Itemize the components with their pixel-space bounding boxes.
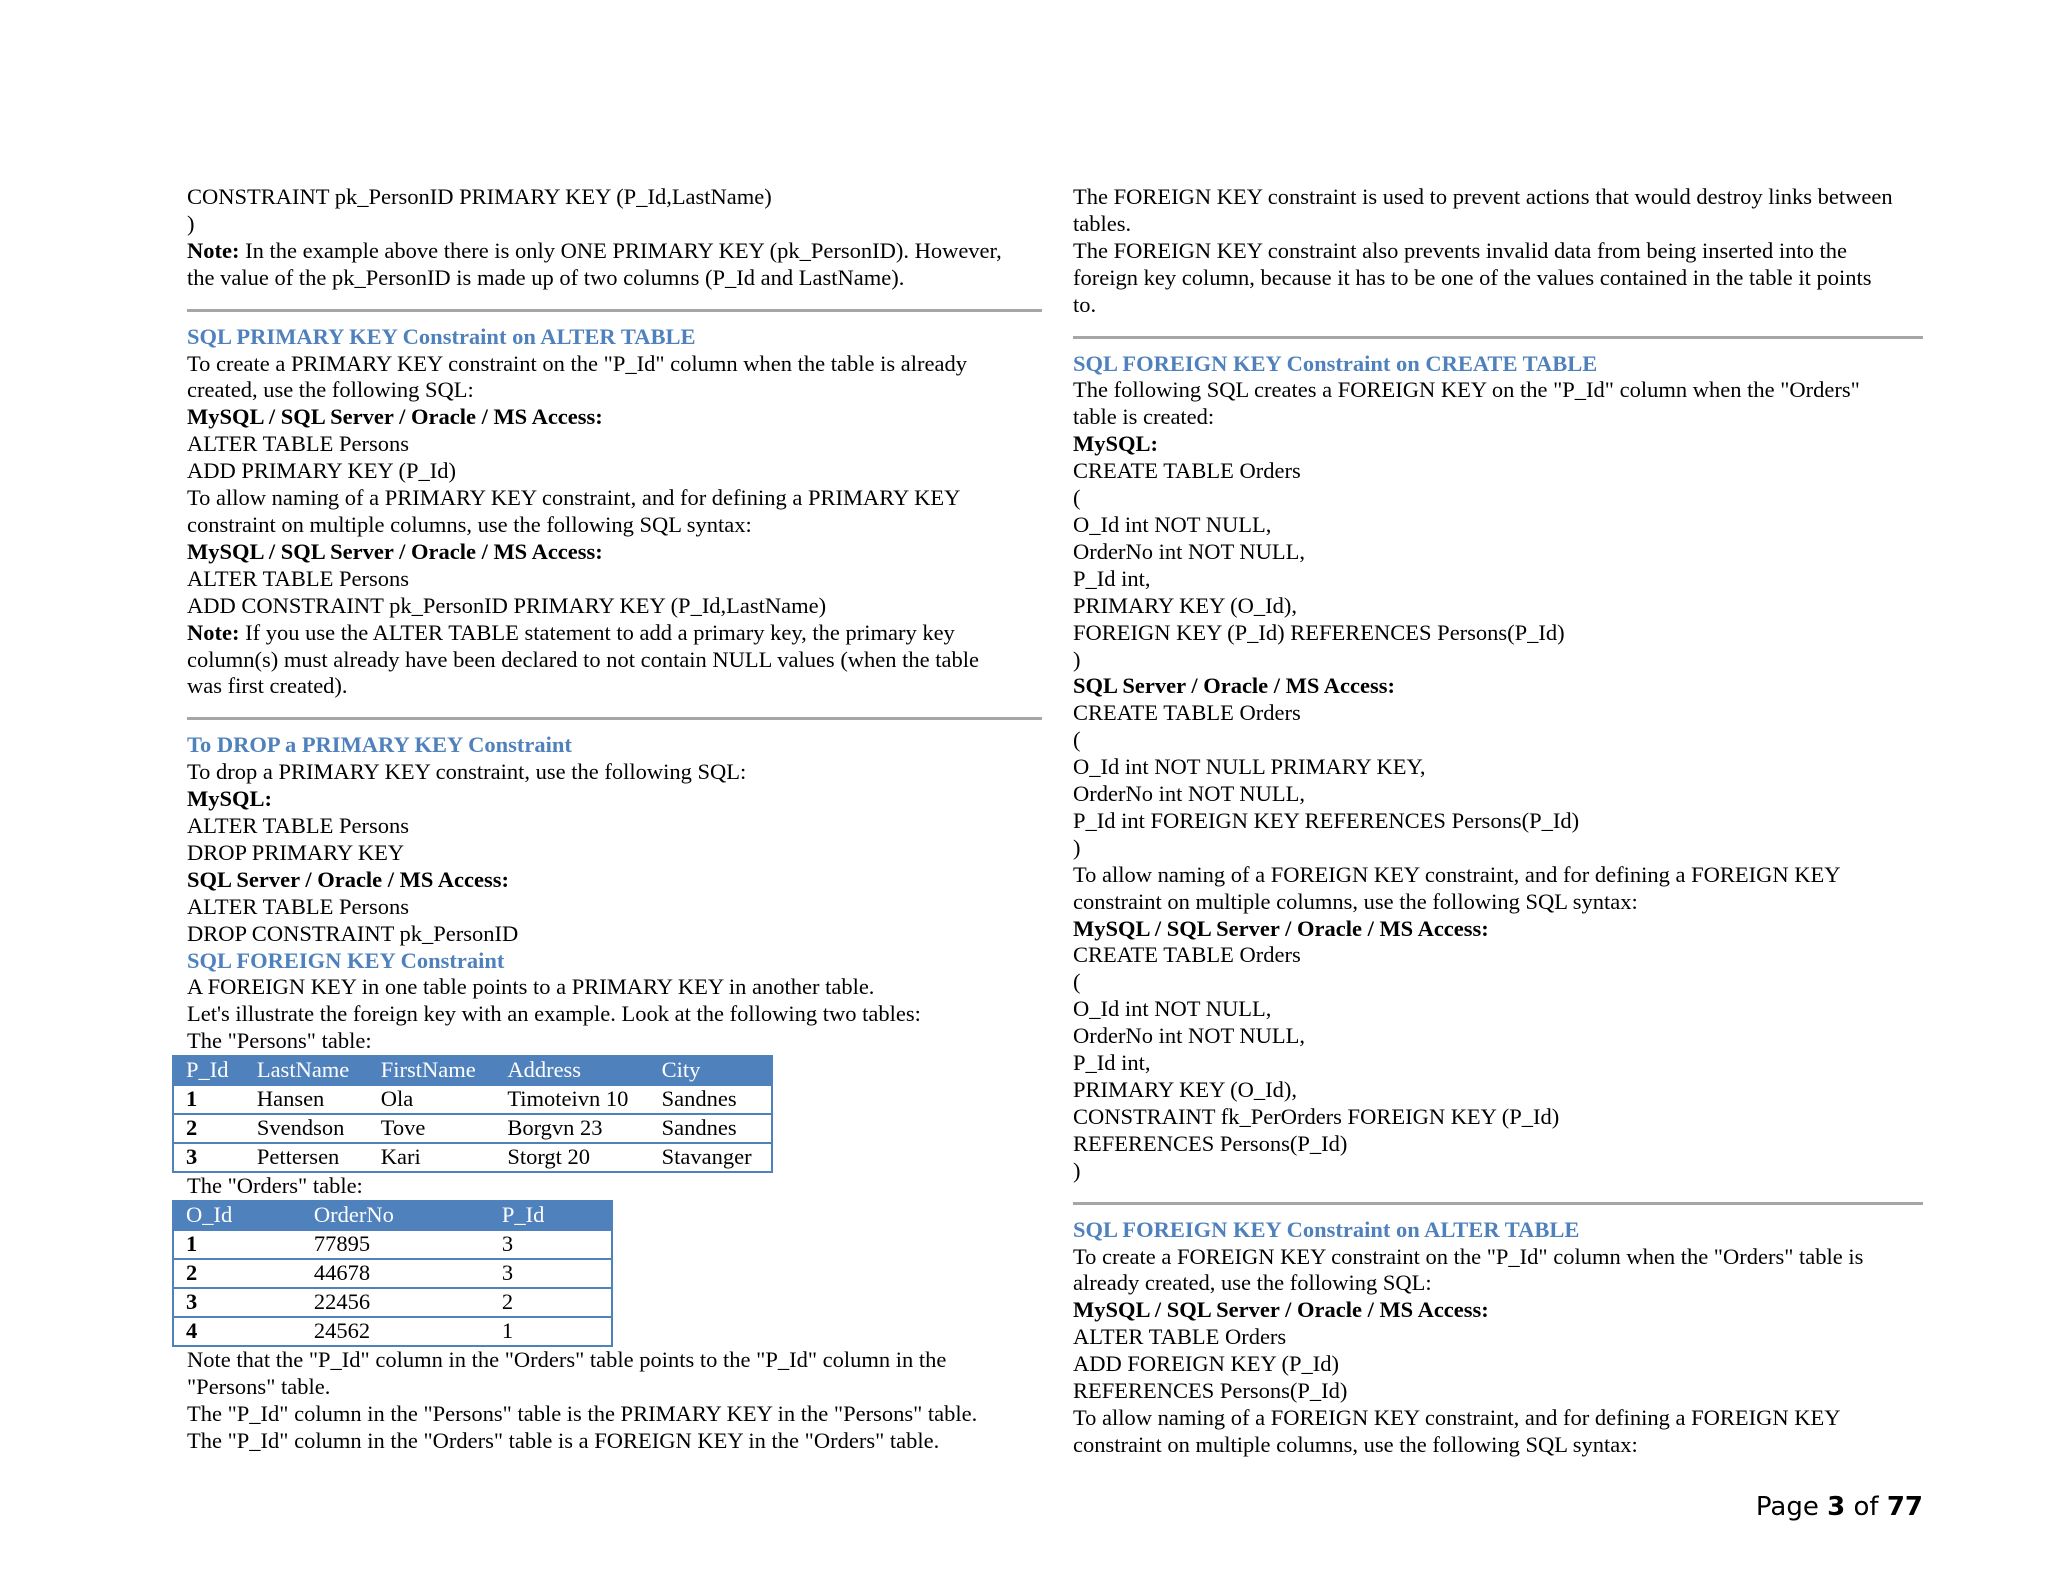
code-line: CREATE TABLE Orders <box>1073 942 1301 968</box>
code-line: O_Id int NOT NULL, <box>1073 996 1272 1022</box>
section-divider <box>187 717 1042 720</box>
text-line: constraint on multiple columns, use the following SQL syntax: <box>1073 888 1638 914</box>
text-line: The FOREIGN KEY constraint also prevents invalid data from being inserted into the <box>1073 237 1847 263</box>
code-line: ADD CONSTRAINT pk_PersonID PRIMARY KEY (P_Id,LastName) <box>187 592 827 618</box>
db-label: MySQL / SQL Server / Oracle / MS Access: <box>1073 1297 1489 1323</box>
code-line: ADD PRIMARY KEY (P_Id) <box>187 458 456 484</box>
persons-table <box>172 1055 773 1173</box>
table-row <box>173 1317 612 1346</box>
note-text: In the example above there is only ONE PRIMARY KEY (pk_PersonID). However, <box>239 237 1002 263</box>
code-line: ALTER TABLE Persons <box>187 813 409 839</box>
table-cell: 77895 <box>302 1230 490 1259</box>
table-cell: 1 <box>173 1085 245 1114</box>
code-line: REFERENCES Persons(P_Id) <box>1073 1130 1348 1156</box>
code-line: FOREIGN KEY (P_Id) REFERENCES Persons(P_Id) <box>1073 619 1565 645</box>
column-header: OrderNo <box>302 1201 490 1230</box>
note-text: If you use the ALTER TABLE statement to add a primary key, the primary key <box>239 619 955 645</box>
code-line: DROP PRIMARY KEY <box>187 839 405 865</box>
table-cell: 3 <box>173 1143 245 1172</box>
text-line: tables. <box>1073 210 1132 236</box>
column-header: Address <box>495 1056 649 1085</box>
text-line: ) <box>187 210 195 236</box>
table-cell: Pettersen <box>245 1143 369 1172</box>
code-line: ALTER TABLE Orders <box>1073 1324 1287 1350</box>
table-header-row <box>173 1201 612 1230</box>
db-label: MySQL / SQL Server / Oracle / MS Access: <box>187 404 603 430</box>
table-cell: 4 <box>173 1317 302 1346</box>
table-cell: 24562 <box>302 1317 490 1346</box>
page-number <box>1756 1492 1923 1522</box>
text-line: The following SQL creates a FOREIGN KEY on the "P_Id" column when the "Orders" <box>1073 377 1860 403</box>
code-line: ) <box>1073 1157 1081 1183</box>
table-row <box>173 1230 612 1259</box>
text-line: The FOREIGN KEY constraint is used to prevent actions that would destroy links between <box>1073 184 1893 209</box>
text-line: table is created: <box>1073 404 1215 430</box>
text-line: A FOREIGN KEY in one table points to a PRIMARY KEY in another table. <box>187 974 875 1000</box>
section-heading: To DROP a PRIMARY KEY Constraint <box>187 732 572 758</box>
table-cell: 22456 <box>302 1288 490 1317</box>
code-line: P_Id int, <box>1073 565 1151 591</box>
text-line: CONSTRAINT pk_PersonID PRIMARY KEY (P_Id,LastName) <box>187 184 772 209</box>
table-cell: 1 <box>490 1317 612 1346</box>
column-header: O_Id <box>173 1201 302 1230</box>
table-row <box>173 1259 612 1288</box>
code-line: O_Id int NOT NULL, <box>1073 511 1272 537</box>
table-cell: 3 <box>173 1288 302 1317</box>
section-divider <box>1073 1202 1923 1205</box>
table-cell: Sandnes <box>650 1114 772 1143</box>
section-divider <box>1073 336 1923 339</box>
table-row <box>173 1143 772 1172</box>
page-total: 77 <box>1886 1492 1923 1522</box>
table-cell: 1 <box>173 1230 302 1259</box>
code-line: ALTER TABLE Persons <box>187 431 409 457</box>
right-column <box>1073 184 1923 1459</box>
code-line: REFERENCES Persons(P_Id) <box>1073 1378 1348 1404</box>
section-heading: SQL PRIMARY KEY Constraint on ALTER TABLE <box>187 323 696 349</box>
code-line: PRIMARY KEY (O_Id), <box>1073 1077 1297 1102</box>
db-label: SQL Server / Oracle / MS Access: <box>1073 673 1396 699</box>
page-of: of <box>1845 1492 1887 1522</box>
db-label: MySQL: <box>1073 431 1159 457</box>
table-row <box>173 1114 772 1143</box>
section-heading: SQL FOREIGN KEY Constraint on CREATE TABLE <box>1073 350 1598 376</box>
code-line: ( <box>1073 969 1081 995</box>
column-header: P_Id <box>173 1056 245 1085</box>
code-line: CREATE TABLE Orders <box>1073 458 1301 484</box>
table-cell: Storgt 20 <box>495 1143 649 1172</box>
section-heading: SQL FOREIGN KEY Constraint <box>187 947 505 973</box>
code-line: P_Id int FOREIGN KEY REFERENCES Persons(P_Id) <box>1073 807 1580 833</box>
table-cell: 2 <box>490 1288 612 1317</box>
table-cell: Kari <box>369 1143 496 1172</box>
table-cell: Borgvn 23 <box>495 1114 649 1143</box>
text-line: "Persons" table. <box>187 1374 331 1399</box>
db-label: MySQL / SQL Server / Oracle / MS Access: <box>1073 915 1489 941</box>
table-row <box>173 1288 612 1317</box>
table-cell: Sandnes <box>650 1085 772 1114</box>
db-label: MySQL: <box>187 786 273 812</box>
section-divider <box>187 309 1042 312</box>
text-line: foreign key column, because it has to be one of the values contained in the table it points <box>1073 264 1872 290</box>
code-line: ) <box>1073 646 1081 672</box>
table-cell: Tove <box>369 1114 496 1143</box>
table-cell: 2 <box>173 1114 245 1143</box>
table-cell: 44678 <box>302 1259 490 1288</box>
column-header: City <box>650 1056 772 1085</box>
text-line: already created, use the following SQL: <box>1073 1270 1432 1296</box>
text-line: The "P_Id" column in the "Orders" table is a FOREIGN KEY in the "Orders" table. <box>187 1427 940 1453</box>
code-line: O_Id int NOT NULL PRIMARY KEY, <box>1073 754 1426 780</box>
text-line: constraint on multiple columns, use the following SQL syntax: <box>187 511 752 537</box>
text-line: constraint on multiple columns, use the following SQL syntax: <box>1073 1431 1638 1457</box>
text-line: The "Orders" table: <box>187 1173 363 1199</box>
code-line: OrderNo int NOT NULL, <box>1073 781 1306 807</box>
code-line: ( <box>1073 485 1081 511</box>
table-header-row <box>173 1056 772 1085</box>
column-header: LastName <box>245 1056 369 1085</box>
left-column <box>187 184 1042 1455</box>
note-paragraph <box>187 620 1042 647</box>
text-line: To create a FOREIGN KEY constraint on the "P_Id" column when the "Orders" table is <box>1073 1243 1864 1269</box>
code-line: ALTER TABLE Persons <box>187 893 409 919</box>
code-line: P_Id int, <box>1073 1050 1151 1076</box>
note-paragraph <box>187 238 1042 265</box>
table-cell: Ola <box>369 1085 496 1114</box>
table-cell: Hansen <box>245 1085 369 1114</box>
code-line: OrderNo int NOT NULL, <box>1073 1023 1306 1049</box>
note-label: Note: <box>187 619 240 645</box>
table-row <box>173 1085 772 1114</box>
table-cell: Svendson <box>245 1114 369 1143</box>
text-line: The "P_Id" column in the "Persons" table is the PRIMARY KEY in the "Persons" table. <box>187 1400 978 1426</box>
text-line: was first created). <box>187 673 348 699</box>
table-cell: 2 <box>173 1259 302 1288</box>
text-line: The "Persons" table: <box>187 1028 372 1054</box>
text-line: To create a PRIMARY KEY constraint on the "P_Id" column when the table is already <box>187 350 967 376</box>
page-word: Page <box>1755 1492 1828 1522</box>
code-line: ADD FOREIGN KEY (P_Id) <box>1073 1351 1340 1377</box>
code-line: CONSTRAINT fk_PerOrders FOREIGN KEY (P_Id) <box>1073 1103 1560 1129</box>
table-cell: 3 <box>490 1230 612 1259</box>
table-cell: 3 <box>490 1259 612 1288</box>
page-current: 3 <box>1827 1492 1846 1522</box>
text-line: To allow naming of a PRIMARY KEY constraint, and for defining a PRIMARY KEY <box>187 485 961 511</box>
code-line: ) <box>1073 834 1081 860</box>
text-line: To allow naming of a FOREIGN KEY constraint, and for defining a FOREIGN KEY <box>1073 1404 1841 1430</box>
text-line: To drop a PRIMARY KEY constraint, use the following SQL: <box>187 759 747 785</box>
code-line: ALTER TABLE Persons <box>187 565 409 591</box>
text-line: the value of the pk_PersonID is made up of two columns (P_Id and LastName). <box>187 264 905 290</box>
db-label: MySQL / SQL Server / Oracle / MS Access: <box>187 538 603 564</box>
code-line: DROP CONSTRAINT pk_PersonID <box>187 920 519 946</box>
text-line: column(s) must already have been declared to not contain NULL values (when the table <box>187 646 980 672</box>
column-header: P_Id <box>490 1201 612 1230</box>
code-line: ( <box>1073 727 1081 753</box>
code-line: OrderNo int NOT NULL, <box>1073 538 1306 564</box>
table-cell: Stavanger <box>650 1143 772 1172</box>
db-label: SQL Server / Oracle / MS Access: <box>187 866 510 892</box>
column-header: FirstName <box>369 1056 496 1085</box>
code-line: PRIMARY KEY (O_Id), <box>1073 592 1297 618</box>
table-cell: Timoteivn 10 <box>495 1085 649 1114</box>
code-line: CREATE TABLE Orders <box>1073 700 1301 726</box>
text-line: To allow naming of a FOREIGN KEY constraint, and for defining a FOREIGN KEY <box>1073 861 1841 887</box>
text-line: Let's illustrate the foreign key with an example. Look at the following two tables: <box>187 1001 921 1027</box>
orders-table <box>172 1200 613 1347</box>
note-label: Note: <box>187 237 240 263</box>
section-heading: SQL FOREIGN KEY Constraint on ALTER TABLE <box>1073 1216 1580 1242</box>
text-line: created, use the following SQL: <box>187 377 474 403</box>
text-line: to. <box>1073 291 1097 317</box>
text-line: Note that the "P_Id" column in the "Orders" table points to the "P_Id" column in the <box>187 1347 947 1373</box>
